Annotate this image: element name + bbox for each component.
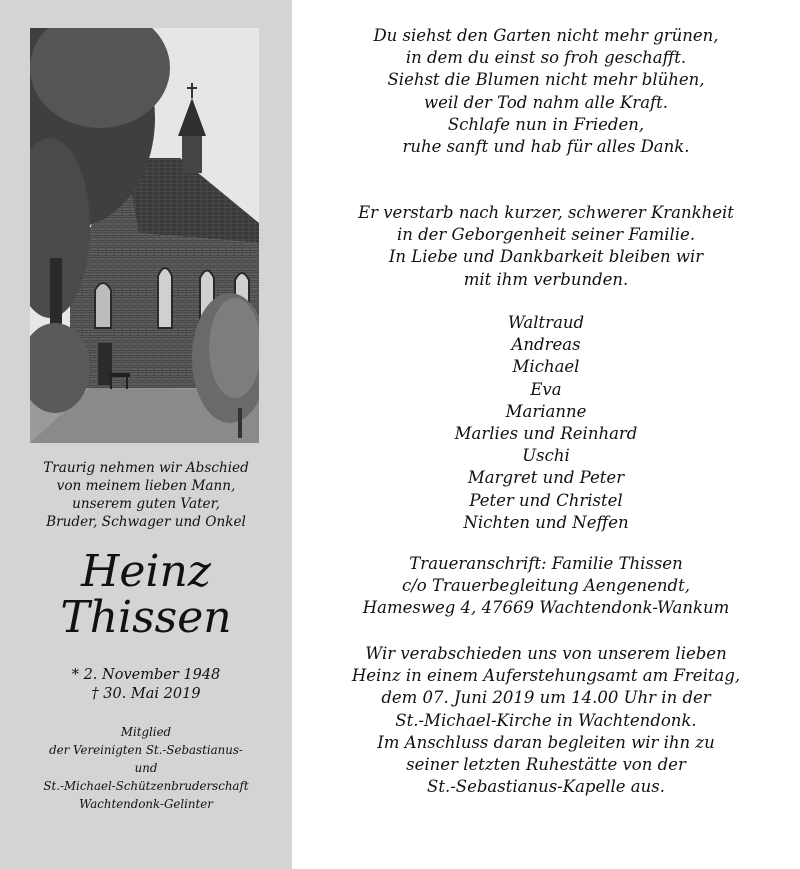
intro-line: unserem guten Vater, xyxy=(72,496,220,512)
death-date: † 30. Mai 2019 xyxy=(91,686,201,702)
birth-date: * 2. November 1948 xyxy=(71,667,221,683)
mourner-name: Waltraud xyxy=(507,313,585,332)
intro-text xyxy=(18,459,274,531)
passing-line: In Liebe und Dankbarkeit bleiben wir xyxy=(388,247,704,267)
mourner-name: Andreas xyxy=(511,335,581,355)
mourner-name: Nichten und Neffen xyxy=(463,512,629,532)
passing-line: mit ihm verbunden. xyxy=(463,269,629,289)
poem-line: Siehst die Blumen nicht mehr blühen, xyxy=(387,70,705,90)
poem xyxy=(292,25,800,158)
last-name: Thissen xyxy=(60,592,232,643)
poem-line: Schlafe nun in Frieden, xyxy=(447,114,645,134)
right-panel xyxy=(292,0,800,869)
service-line: Im Anschluss daran begleiten wir ihn zu xyxy=(377,732,715,752)
passing-text xyxy=(292,202,800,291)
membership-line: St.-Michael-Schützenbruderschaft xyxy=(43,779,249,793)
poem-line: ruhe sanft und hab für alles Dank. xyxy=(402,137,690,157)
mourner-name: Marlies und Reinhard xyxy=(454,424,638,444)
left-panel xyxy=(0,0,292,869)
service-line: St.-Michael-Kirche in Wachtendonk. xyxy=(395,710,697,730)
service-line: Heinz in einem Auferstehungsamt am Freitag, xyxy=(351,666,741,686)
membership-line: Wachtendonk-Gelinter xyxy=(79,797,213,811)
deceased-name xyxy=(18,546,274,643)
service-line: seiner letzten Ruhestätte von der xyxy=(406,755,686,775)
address-line: c/o Trauerbegleitung Aengenendt, xyxy=(402,576,690,596)
membership-line: Mitglied xyxy=(120,725,172,739)
mourner-name: Margret und Peter xyxy=(467,468,625,488)
address-line: Hamesweg 4, 47669 Wachtendonk-Wankum xyxy=(362,598,730,618)
mourner-name: Marianne xyxy=(505,401,587,421)
life-dates xyxy=(18,666,274,704)
service-line: dem 07. Juni 2019 um 14.00 Uhr in der xyxy=(381,688,711,708)
mourner-name: Eva xyxy=(530,379,562,399)
address-line: Traueranschrift: Familie Thissen xyxy=(409,554,683,573)
mourner-name: Peter und Christel xyxy=(469,490,623,510)
poem-line: weil der Tod nahm alle Kraft. xyxy=(423,92,669,112)
mourner-name: Uschi xyxy=(522,446,570,466)
passing-line: Er verstarb nach kurzer, schwerer Krankheit xyxy=(358,203,734,222)
poem-line: Du siehst den Garten nicht mehr grünen, xyxy=(373,26,719,45)
intro-line: Traurig nehmen wir Abschied xyxy=(43,460,249,476)
membership-line: der Vereinigten St.-Sebastianus- xyxy=(49,743,243,757)
first-name: Heinz xyxy=(80,546,211,597)
service-line: St.-Sebastianus-Kapelle aus. xyxy=(427,777,665,797)
passing-line: in der Geborgenheit seiner Familie. xyxy=(396,225,696,245)
membership-line: und xyxy=(134,761,158,775)
service-line: Wir verabschieden uns von unserem lieben xyxy=(365,644,727,663)
poem-line: in dem du einst so froh geschafft. xyxy=(405,48,687,68)
intro-line: Bruder, Schwager und Onkel xyxy=(46,514,246,530)
mourner-list xyxy=(292,312,800,534)
mourning-address xyxy=(292,553,800,620)
chapel-photo-icon xyxy=(30,28,259,443)
intro-line: von meinem lieben Mann, xyxy=(56,478,236,494)
service-info xyxy=(292,643,800,798)
membership-text xyxy=(18,723,274,813)
mourner-name: Michael xyxy=(512,357,580,377)
